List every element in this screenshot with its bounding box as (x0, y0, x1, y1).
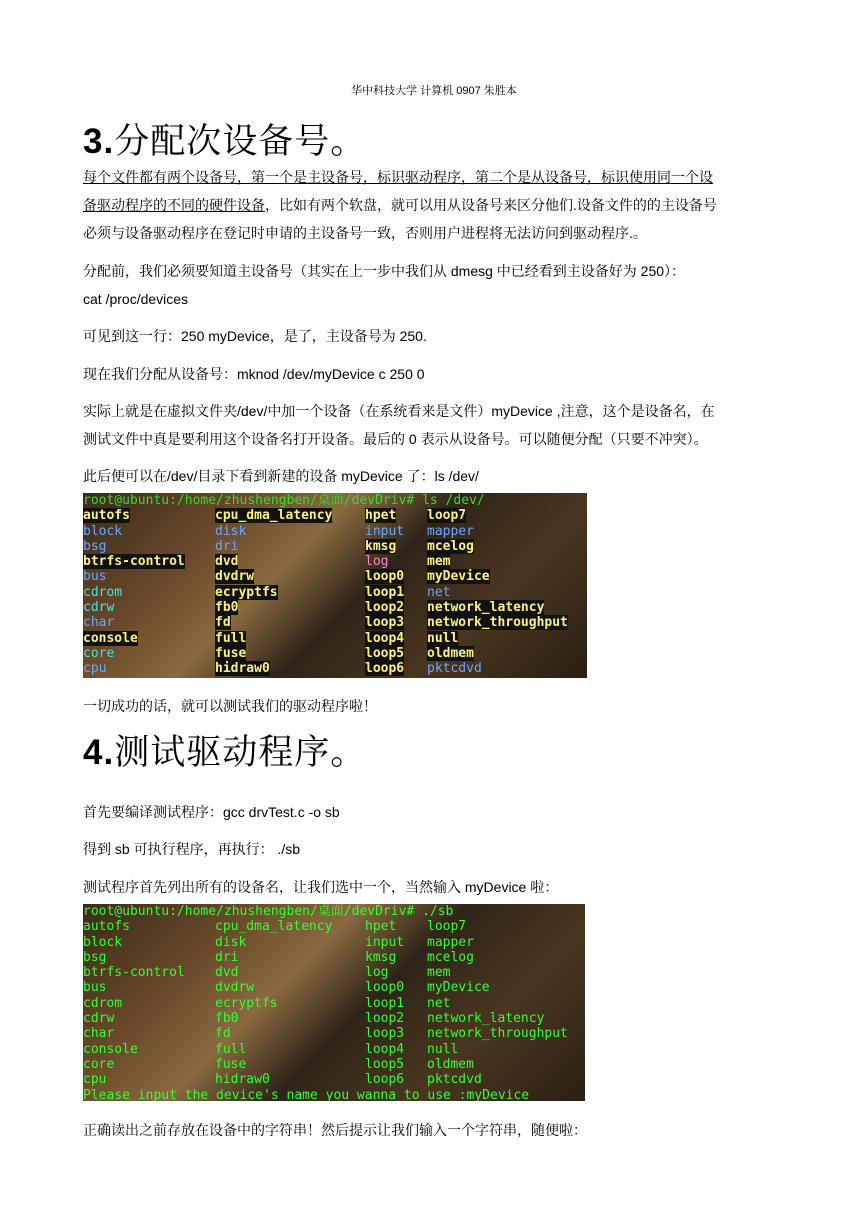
terminal-entry: bus (83, 569, 107, 585)
page-header: 华中科技大学 计算机 0907 朱胜本 (351, 85, 517, 97)
terminal-row (83, 569, 587, 584)
paragraph-explanation (83, 397, 783, 453)
terminal-entry: mcelog (427, 949, 474, 965)
paragraph-success: 一切成功的话，就可以测试我们的驱动程序啦！ (83, 698, 377, 714)
terminal-entry: disk (215, 934, 247, 950)
terminal-entry: char (83, 615, 115, 631)
terminal-row (83, 919, 585, 934)
terminal-entry: loop0 (365, 980, 405, 996)
terminal-entry: mem (427, 965, 451, 981)
paragraph-mknod: 现在我们分配从设备号：mknod /dev/myDevice c 250 0 (83, 366, 425, 382)
section-4-title: 测试驱动程序。 (114, 733, 367, 772)
terminal-entry: network_latency (427, 600, 545, 616)
terminal-entry: kmsg (365, 949, 397, 965)
terminal-entry: mcelog (427, 538, 474, 554)
paragraph-select-device: 测试程序首先列出所有的设备名，让我们选中一个，当然输入 myDevice 啦： (83, 879, 559, 895)
terminal-entry: console (83, 630, 138, 646)
terminal-entry: cpu_dma_latency (215, 919, 333, 935)
terminal-entry: hpet (365, 919, 397, 935)
p1-rest: ，比如有两个软盘，就可以用从设备号来区分他们.设备文件的的主设备号 (265, 197, 717, 213)
p2-command: cat /proc/devices (83, 291, 189, 307)
terminal-entry: log (365, 554, 389, 570)
terminal-entry: fb0 (215, 600, 239, 616)
terminal-entry: block (83, 523, 123, 539)
terminal-entry: hidraw0 (215, 661, 270, 677)
terminal-entry: oldmem (427, 1056, 474, 1072)
terminal-row (83, 1026, 585, 1041)
terminal-row (83, 996, 585, 1011)
terminal-entry: cdrw (83, 600, 115, 616)
terminal-entry: input (365, 934, 405, 950)
terminal-row (83, 615, 587, 630)
terminal-entry: btrfs-control (83, 965, 185, 981)
terminal-entry: dvdrw (215, 980, 255, 996)
terminal-entry: core (83, 1056, 115, 1072)
terminal-entry: network_throughput (427, 615, 568, 631)
terminal-entry: fuse (215, 645, 247, 661)
terminal-entry: mapper (427, 523, 474, 539)
terminal-row (83, 965, 585, 980)
terminal-row (83, 600, 587, 615)
p1-line3: 必须与设备驱动程序在登记时申请的主设备号一致，否则用户进程将无法访问到驱动程序.。 (83, 225, 647, 241)
terminal-row (83, 508, 587, 523)
terminal-row (83, 585, 587, 600)
p2-line1: 分配前，我们必须要知道主设备号（其实在上一步中我们从 dmesg 中已经看到主设备好为 250）： (83, 263, 686, 279)
section-4-number: 4. (83, 733, 115, 772)
terminal-entry: block (83, 934, 123, 950)
section-3-number: 3. (83, 122, 115, 161)
section-4-heading (83, 725, 366, 775)
paragraph-before-allocate (83, 257, 783, 313)
terminal-entry: loop7 (427, 508, 467, 524)
terminal-entry: log (365, 965, 389, 981)
terminal-row (83, 935, 585, 950)
paragraph-ls-dev: 此后便可以在/dev/目录下看到新建的设备 myDevice 了：ls /dev/ (83, 468, 479, 484)
terminal-entry: bsg (83, 949, 107, 965)
terminal-entry: console (83, 1041, 138, 1057)
terminal-row (83, 980, 585, 995)
paragraph-execute: 得到 sb 可执行程序，再执行： ./sb (83, 841, 301, 857)
paragraph-read-string: 正确读出之前存放在设备中的字符串！然后提示让我们输入一个字符串，随便啦： (83, 1122, 587, 1138)
terminal-entry: ecryptfs (215, 584, 278, 600)
terminal-entry: cpu (83, 1072, 107, 1088)
terminal-entry: char (83, 1026, 115, 1042)
terminal-screenshot-sb (83, 904, 585, 1101)
terminal-row (83, 1011, 585, 1026)
terminal-entry: input (365, 523, 405, 539)
terminal-entry: autofs (83, 508, 130, 524)
terminal-entry: dri (215, 538, 239, 554)
terminal-entry: loop3 (365, 1026, 405, 1042)
terminal-entry: ecryptfs (215, 995, 278, 1011)
terminal-entry: dvdrw (215, 569, 255, 585)
terminal-row (83, 661, 587, 676)
terminal-entry: loop3 (365, 615, 405, 631)
terminal-row (83, 646, 587, 661)
p1-underlined-2: 备驱动程序的不同的硬件设备 (83, 197, 265, 213)
terminal-entry: autofs (83, 919, 130, 935)
p5-line2: 测试文件中真是要利用这个设备名打开设备。最后的 0 表示从设备号。可以随便分配（只要不冲突）。 (83, 431, 708, 447)
terminal-entry: dvd (215, 554, 239, 570)
terminal-row (83, 1057, 585, 1072)
terminal-entry: loop1 (365, 995, 405, 1011)
terminal-entry: fd (215, 1026, 231, 1042)
terminal-entry: hpet (365, 508, 397, 524)
terminal-entry: btrfs-control (83, 554, 185, 570)
terminal-entry: fb0 (215, 1011, 239, 1027)
terminal-entry: fuse (215, 1056, 247, 1072)
paragraph-compile: 首先要编译测试程序：gcc drvTest.c -o sb (83, 804, 340, 820)
terminal-row (83, 950, 585, 965)
terminal-entry: null (427, 1041, 459, 1057)
terminal-entry: pktcdvd (427, 1072, 482, 1088)
terminal-row (83, 554, 587, 569)
terminal-entry: kmsg (365, 538, 397, 554)
terminal-entry: cpu_dma_latency (215, 508, 333, 524)
terminal-entry: oldmem (427, 645, 474, 661)
terminal-entry: core (83, 645, 115, 661)
terminal-entry: dvd (215, 965, 239, 981)
section-3-heading (83, 114, 366, 164)
terminal-entry: disk (215, 523, 247, 539)
terminal-entry: network_latency (427, 1011, 545, 1027)
terminal-entry: loop7 (427, 919, 467, 935)
terminal-entry: full (215, 630, 247, 646)
terminal-row (83, 1042, 585, 1057)
terminal-entry: null (427, 630, 459, 646)
terminal-entry: net (427, 995, 451, 1011)
terminal-row (83, 631, 587, 646)
terminal-entry: loop4 (365, 1041, 405, 1057)
terminal-entry: cdrom (83, 995, 123, 1011)
terminal-input-line: Please input the device's name you wanna to use :myDevice (83, 1087, 530, 1101)
terminal-entry: network_throughput (427, 1026, 568, 1042)
terminal-entry: dri (215, 949, 239, 965)
terminal-screenshot-ls (83, 493, 587, 678)
terminal-entry: fd (215, 615, 231, 631)
terminal-entry: loop1 (365, 584, 405, 600)
terminal-row (83, 539, 587, 554)
section-3-title: 分配次设备号。 (114, 122, 367, 161)
p1-underlined-1: 每个文件都有两个设备号，第一个是主设备号，标识驱动程序，第二个是从设备号，标识使用同一个设 (83, 169, 713, 185)
terminal-prompt: root@ubuntu:/home/zhushengben/桌面/devDriv# ls /dev/ (83, 493, 485, 508)
paragraph-major-number: 可见到这一行：250 myDevice，是了，主设备号为 250. (83, 328, 427, 344)
terminal-entry: loop6 (365, 1072, 405, 1088)
terminal-entry: bus (83, 980, 107, 996)
terminal-entry: bsg (83, 538, 107, 554)
terminal-entry: loop4 (365, 630, 405, 646)
terminal-entry: loop5 (365, 645, 405, 661)
terminal-entry: full (215, 1041, 247, 1057)
terminal-entry: mem (427, 554, 451, 570)
terminal-entry: loop6 (365, 661, 405, 677)
terminal-entry: mapper (427, 934, 474, 950)
terminal-prompt: root@ubuntu:/home/zhushengben/桌面/devDriv# ./sb (83, 904, 454, 919)
terminal-entry: loop0 (365, 569, 405, 585)
terminal-row (83, 1072, 585, 1087)
terminal-entry: loop2 (365, 600, 405, 616)
terminal-entry: cpu (83, 661, 107, 677)
terminal-entry: myDevice (427, 569, 490, 585)
terminal-entry: loop5 (365, 1056, 405, 1072)
terminal-entry: cdrom (83, 584, 123, 600)
terminal-entry: loop2 (365, 1011, 405, 1027)
terminal-entry: hidraw0 (215, 1072, 270, 1088)
terminal-entry: myDevice (427, 980, 490, 996)
terminal-row (83, 524, 587, 539)
terminal-entry: net (427, 584, 451, 600)
terminal-entry: pktcdvd (427, 661, 482, 677)
terminal-entry: cdrw (83, 1011, 115, 1027)
paragraph-device-numbers (83, 163, 783, 247)
p5-line1: 实际上就是在虚拟文件夹/dev/中加一个设备（在系统看来是文件）myDevice ,注意，这个是设备名，在 (83, 403, 715, 419)
